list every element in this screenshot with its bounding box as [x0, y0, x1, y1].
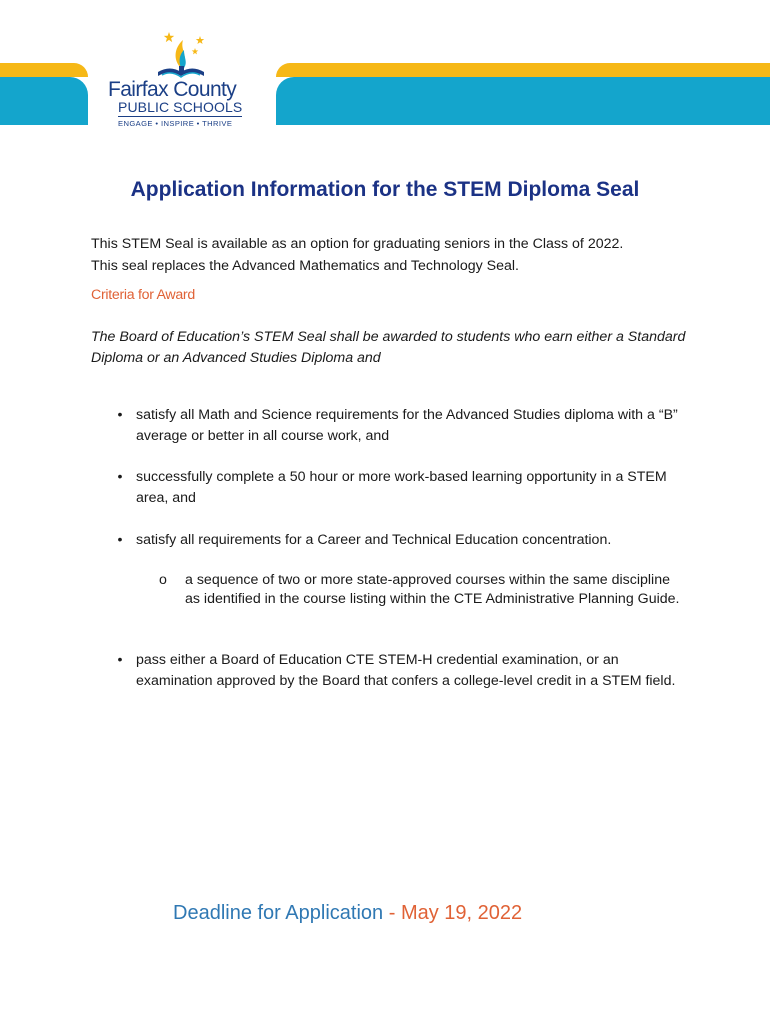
logo-name: Fairfax County — [108, 78, 237, 101]
banner-gold-left — [0, 63, 88, 77]
banner-blue-right — [276, 77, 770, 125]
requirement-text: satisfy all Math and Science requirements for the Advanced Studies diploma with a “B” average or better in all course work, and — [136, 407, 678, 444]
page-title: Application Information for the STEM Diploma Seal — [130, 178, 640, 201]
banner-blue-left — [0, 77, 88, 125]
requirement-text: a sequence of two or more state-approved courses within the same discipline as identified in the course listing within the CTE Administrative Planning Guide. — [185, 572, 680, 607]
banner-gold-right — [276, 63, 770, 77]
bullet-icon: • — [117, 469, 123, 485]
intro-line: This seal replaces the Advanced Mathematics and Technology Seal. — [91, 257, 519, 274]
deadline-date: May 19, 2022 — [400, 902, 523, 924]
intro-line: This STEM Seal is available as an option for graduating seniors in the Class of 2022. — [91, 236, 624, 252]
logo-subtitle: PUBLIC SCHOOLS — [118, 99, 243, 115]
bullet-icon: • — [117, 532, 123, 548]
sub-bullet-icon: o — [159, 572, 167, 588]
deadline-label: Deadline for Application — [173, 902, 384, 924]
bullet-icon: • — [117, 407, 123, 423]
deadline-separator: - — [388, 902, 396, 924]
requirement-text: satisfy all requirements for a Career and Technical Education concentration. — [136, 532, 612, 548]
bullet-icon: • — [117, 652, 123, 668]
criteria-heading: Criteria for Award — [91, 287, 195, 303]
board-statement: The Board of Education’s STEM Seal shall be awarded to students who earn either a Standard Diploma or an Advanced Studies Diploma and — [91, 329, 686, 366]
deadline — [173, 902, 522, 925]
fcps-torch-logo-icon — [150, 30, 210, 82]
requirement-text: pass either a Board of Education CTE STEM-H credential examination, or an examination approved by the Board that confers a college-level credit in a STEM field. — [136, 652, 676, 689]
logo-divider — [118, 116, 242, 117]
logo-tagline: ENGAGE • INSPIRE • THRIVE — [118, 119, 233, 128]
intro-paragraph — [91, 234, 691, 277]
requirement-text: successfully complete a 50 hour or more work-based learning opportunity in a STEM area, and — [136, 469, 667, 506]
